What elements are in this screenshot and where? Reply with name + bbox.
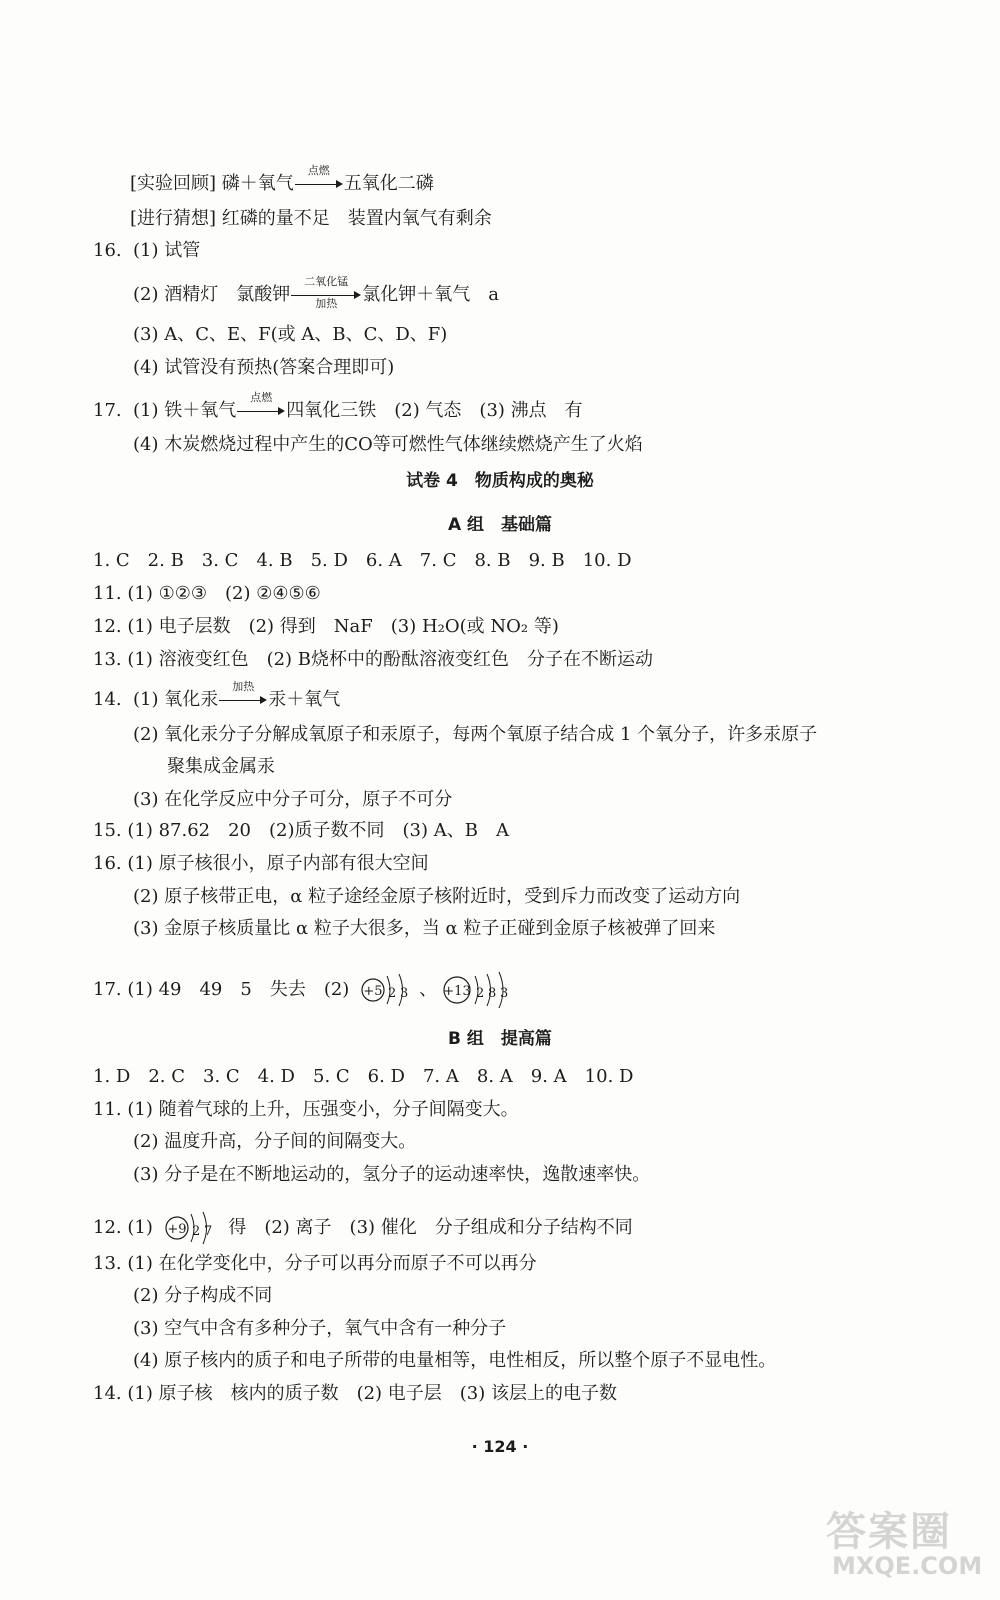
- group-b-q11-part1: 11. (1) 随着气球的上升，压强变小，分子间隔变大。: [93, 1099, 519, 1120]
- electron-count: 2: [191, 1224, 200, 1239]
- group-b-q13-part4: (4) 原子核内的质子和电子所带的电量相等，电性相反，所以整个原子不显电性。: [133, 1350, 777, 1371]
- group-a-q14-part2: (2) 氧化汞分子分解成氧原子和汞原子，每两个氧原子结合成 1 个氧分子，许多汞原子: [133, 724, 818, 745]
- reaction-arrow: 点燃: [237, 400, 285, 422]
- section-title: 试卷 4 物质构成的奥秘: [406, 471, 594, 491]
- group-a-q16-part2: (2) 原子核带正电，α 粒子途经金原子核附近时，受到斥力而改变了运动方向: [133, 886, 741, 907]
- q16-part3: (3) A、C、E、F(或 A、B、C、D、F): [133, 324, 448, 345]
- group-a-q12: 12. (1) 电子层数 (2) 得到 NaF (3) H₂O(或 NO₂ 等): [93, 616, 559, 637]
- group-a-q11: 11. (1) ①②③ (2) ②④⑤⑥: [93, 583, 321, 604]
- reaction-arrow: 二氧化锰 加热: [291, 284, 361, 306]
- q16-number: 16.: [93, 240, 122, 261]
- group-b-q13-part3: (3) 空气中含有多种分子，氧气中含有一种分子: [133, 1318, 507, 1339]
- group-b-title: B 组 提高篇: [448, 1029, 552, 1049]
- group-b-q11-part3: (3) 分子是在不断地运动的，氢分子的运动速率快，逸散速率快。: [133, 1164, 651, 1185]
- nucleus-charge: +13: [443, 984, 471, 999]
- group-b-q12: 12. (1) +9 2 7 得 (2) 离子 (3) 催化 分子组成和分子结构不同: [93, 1208, 633, 1248]
- atom-structure-diagram: [357, 970, 417, 1010]
- nucleus-charge: +5: [363, 984, 383, 999]
- electron-count: 8: [488, 986, 497, 1001]
- group-a-q14-part2-cont: 聚集成金属汞: [167, 756, 275, 777]
- group-a-q13: 13. (1) 溶液变红色 (2) B烧杯中的酚酞溶液变红色 分子在不断运动: [93, 649, 654, 670]
- group-a-q14-part1: (1) 氧化汞 加热 汞＋氧气: [133, 680, 341, 710]
- electron-count: 2: [476, 986, 485, 1001]
- group-b-q13-part1: 13. (1) 在化学变化中，分子可以再分而原子不可以再分: [93, 1253, 537, 1274]
- group-a-q15: 15. (1) 87.62 20 (2)质子数不同 (3) A、B A: [93, 820, 509, 841]
- group-b-q11-part2: (2) 温度升高，分子间的间隔变大。: [133, 1131, 417, 1152]
- electron-count: 3: [400, 986, 409, 1001]
- reaction-arrow: 点燃: [295, 173, 343, 195]
- q17-part1: (1) 铁＋氧气 点燃 四氧化三铁 (2) 气态 (3) 沸点 有: [133, 391, 583, 421]
- electron-count: 3: [500, 986, 509, 1001]
- electron-count: 2: [388, 986, 397, 1001]
- watermark-logo: [826, 1500, 986, 1590]
- hypothesis-line: [进行猜想] 红磷的量不足 装置内氧气有剩余: [130, 208, 492, 229]
- page-number: · 124 ·: [471, 1437, 529, 1456]
- experiment-review-line: [实验回顾] 磷＋氧气 点燃 五氧化二磷: [130, 164, 434, 194]
- electron-count: 7: [203, 1224, 212, 1239]
- nucleus-charge: +9: [167, 1222, 187, 1237]
- group-a-q17: 17. (1) 49 49 5 失去 (2) +5 2 3 、 +13 2 8 3: [93, 970, 531, 1010]
- q16-part1: (1) 试管: [133, 240, 201, 261]
- watermark-text: 答案圈: [826, 1509, 952, 1555]
- q16-part4: (4) 试管没有预热(答案合理即可): [133, 357, 395, 378]
- q17-part4: (4) 木炭燃烧过程中产生的CO等可燃性气体继续燃烧产生了火焰: [133, 434, 643, 455]
- group-b-mc: 1. D 2. C 3. C 4. D 5. C 6. D 7. A 8. A 9. A 10. D: [93, 1066, 634, 1087]
- group-a-q16-part3: (3) 金原子核质量比 α 粒子大很多，当 α 粒子正碰到金原子核被弹了回来: [133, 918, 716, 939]
- atom-structure-diagram: [161, 1208, 221, 1248]
- group-a-q16-part1: 16. (1) 原子核很小，原子内部有很大空间: [93, 853, 429, 874]
- q16-part2: (2) 酒精灯 氯酸钾 二氧化锰 加热 氯化钾＋氧气 a: [133, 275, 499, 310]
- atom-structure-diagram: [439, 970, 529, 1010]
- reaction-arrow: 加热: [219, 689, 267, 711]
- group-a-q14-part3: (3) 在化学反应中分子可分，原子不可分: [133, 789, 453, 810]
- group-a-title: A 组 基础篇: [447, 515, 553, 535]
- group-a-mc: 1. C 2. B 3. C 4. B 5. D 6. A 7. C 8. B 9. B 10. D: [93, 550, 632, 571]
- group-b-q14: 14. (1) 原子核 核内的质子数 (2) 电子层 (3) 该层上的电子数: [93, 1383, 618, 1404]
- watermark-url: MXQE.COM: [832, 1552, 983, 1580]
- group-a-q14-number: 14.: [93, 689, 122, 710]
- group-b-q13-part2: (2) 分子构成不同: [133, 1285, 273, 1306]
- q17-number: 17.: [93, 400, 122, 421]
